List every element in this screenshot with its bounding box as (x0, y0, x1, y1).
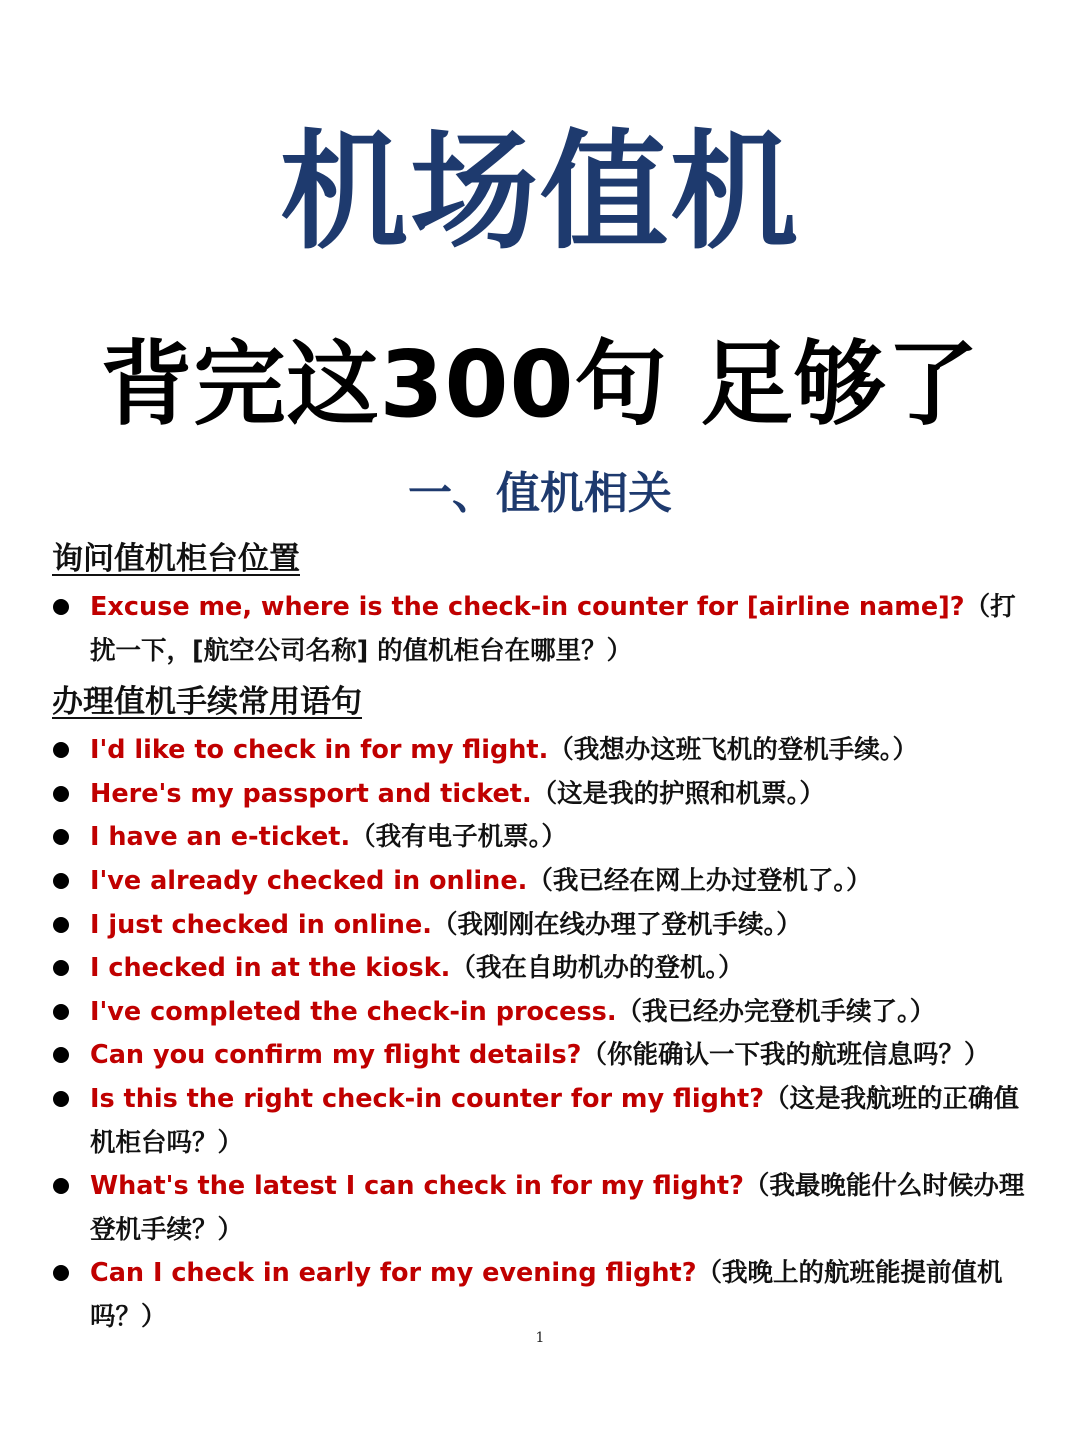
bullet-icon (53, 917, 69, 933)
phrase-list-check-in (52, 729, 1037, 1339)
bullet-icon (53, 786, 69, 802)
phrase-english: Can I check in early for my evening flight? (90, 1258, 697, 1289)
bullet-icon (53, 1004, 69, 1020)
page-title: 机场值机 (279, 118, 800, 267)
phrase-english: I've already checked in online. (90, 865, 528, 896)
phrase-item (52, 816, 1037, 860)
phrase-list-counter-location (52, 586, 1037, 673)
phrase-item (52, 1078, 1037, 1165)
phrase-english: I'd like to check in for my flight. (90, 735, 549, 766)
phrase-chinese: （我已经在网上办过登机了。） (527, 865, 872, 896)
phrase-chinese: （我晚上的航班能提前值机吗？） (90, 1258, 1003, 1332)
phrase-english: What's the latest I can check in for my flight? (90, 1171, 744, 1202)
bullet-icon (53, 873, 69, 889)
phrase-english: Excuse me, where is the check-in counter for [airline name]? (90, 592, 965, 622)
phrase-english: I just checked in online. (90, 909, 432, 940)
phrase-item (52, 947, 1037, 991)
phrase-item (52, 991, 1037, 1035)
phrase-item (52, 904, 1037, 948)
bullet-icon (53, 742, 69, 758)
page-subtitle: 背完这300句 足够了 (100, 331, 980, 438)
phrase-item (52, 773, 1037, 817)
phrase-chinese: （这是我的护照和机票。） (531, 778, 825, 809)
phrase-item (52, 729, 1037, 773)
phrase-item (52, 1034, 1037, 1078)
phrase-chinese: （这是我航班的正确值机柜台吗？） (90, 1083, 1020, 1158)
group-heading-counter-location: 询问值机柜台位置 (52, 541, 300, 577)
page-number: 1 (535, 1330, 545, 1346)
phrase-chinese: （我已经办完登机手续了。） (616, 996, 936, 1027)
bullet-icon (53, 599, 69, 615)
phrase-english: Here's my passport and ticket. (90, 778, 532, 809)
phrase-english: I've completed the check-in process. (90, 996, 617, 1027)
phrase-chinese: （我在自助机办的登机。） (450, 953, 744, 984)
phrase-item (52, 1252, 1037, 1339)
bullet-icon (53, 1178, 69, 1194)
phrase-english: I checked in at the kiosk. (90, 953, 451, 984)
phrase-chinese: （我想办这班飞机的登机手续。） (548, 735, 919, 766)
phrase-english: I have an e-ticket. (90, 822, 351, 853)
phrase-chinese: （打扰一下，[航空公司名称] 的值机柜台在哪里？） (90, 592, 1016, 666)
phrase-chinese: （我刚刚在线办理了登机手续。） (431, 909, 802, 940)
content-area (52, 536, 1037, 1340)
bullet-icon (53, 960, 69, 976)
bullet-icon (53, 1047, 69, 1063)
phrase-item (52, 586, 1037, 673)
phrase-english: Is this the right check-in counter for my flight? (90, 1083, 765, 1114)
phrase-english: Can you confirm my flight details? (90, 1040, 582, 1071)
bullet-icon (53, 1265, 69, 1281)
group-heading-check-in-phrases: 办理值机手续常用语句 (52, 684, 362, 721)
bullet-icon (53, 829, 69, 845)
phrase-chinese: （你能确认一下我的航班信息吗？） (581, 1040, 990, 1071)
phrase-chinese: （我有电子机票。） (350, 822, 567, 853)
phrase-item (52, 860, 1037, 904)
section-title: 一、值机相关 (408, 468, 672, 519)
bullet-icon (53, 1091, 69, 1107)
phrase-item (52, 1165, 1037, 1252)
phrase-chinese: （我最晚能什么时候办理登机手续？） (90, 1171, 1025, 1245)
